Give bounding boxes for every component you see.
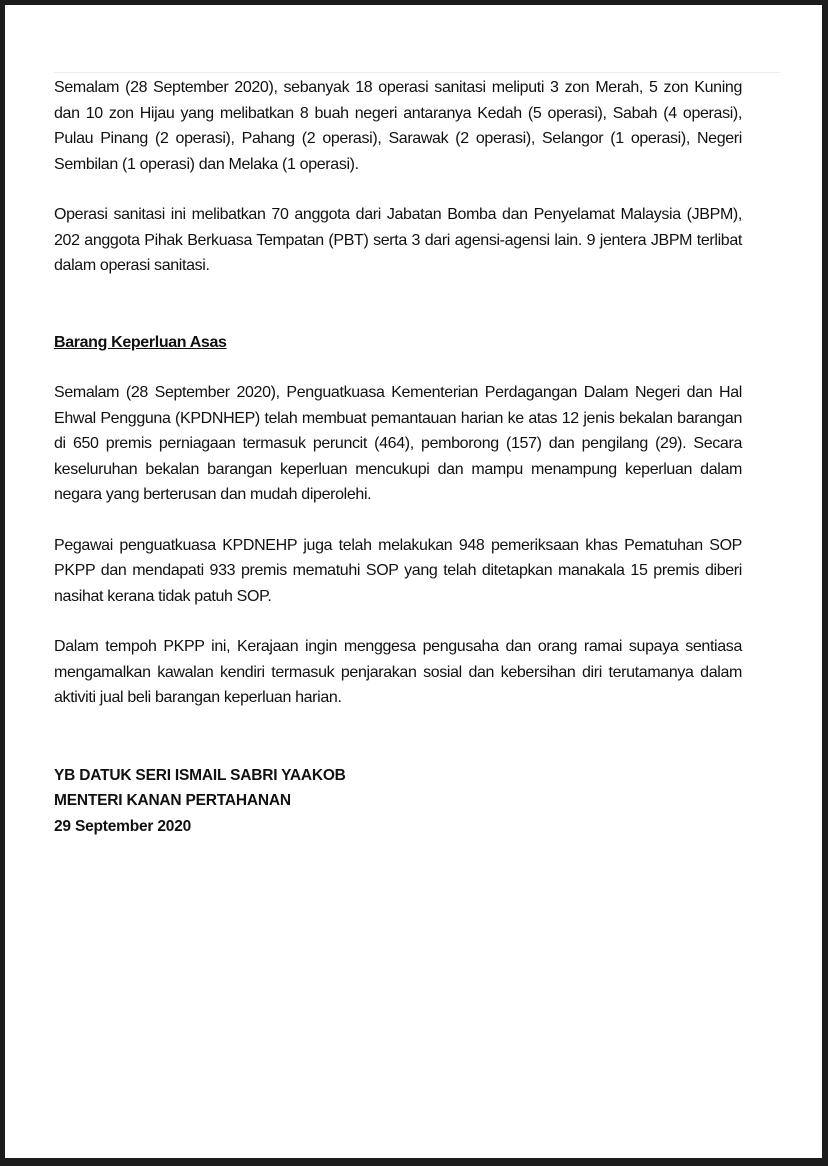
signature-block: [54, 763, 742, 840]
document-page: [5, 5, 822, 1158]
paragraph-supply-monitoring: Semalam (28 September 2020), Penguatkuasa Kementerian Perdagangan Dalam Negeri dan Hal Ehwal Pengguna (KPDNHEP) telah membuat pemantauan harian ke atas 12 jenis bekalan barangan di 650 premis perniagaan termasuk peruncit (464), pemborong (157) dan pengilang (29). Secara keseluruhan bekalan barangan keperluan mencukupi dan mampu menampung keperluan dalam negara yang berterusan dan mudah diperolehi.: [54, 384, 742, 503]
document-body: [54, 75, 742, 839]
section-heading: Barang Keperluan Asas: [54, 333, 227, 351]
paragraph-sanitation-personnel: Operasi sanitasi ini melibatkan 70 anggota dari Jabatan Bomba dan Penyelamat Malaysia (JBPM), 202 anggota Pihak Berkuasa Tempatan (PBT) serta 3 dari agensi-agensi lain. 9 jentera JBPM terlibat dalam operasi sanitasi.: [54, 206, 742, 274]
signatory-title: MENTERI KANAN PERTAHANAN: [54, 792, 291, 809]
paragraph-sop-inspection: Pegawai penguatkuasa KPDNEHP juga telah melakukan 948 pemeriksaan khas Pematuhan SOP PKPP dan mendapati 933 premis mematuhi SOP yang telah ditetapkan manakala 15 premis diberi nasihat kerana tidak patuh SOP.: [54, 536, 742, 605]
header-divider: [54, 72, 780, 73]
paragraph-public-advice: Dalam tempoh PKPP ini, Kerajaan ingin menggesa pengusaha dan orang ramai supaya sentiasa mengamalkan kawalan kendiri termasuk penjarakan sosial dan kebersihan diri terutamanya dalam aktiviti jual beli barangan keperluan harian.: [54, 638, 742, 706]
paragraph-sanitation-operations: Semalam (28 September 2020), sebanyak 18 operasi sanitasi meliputi 3 zon Merah, 5 zon Kuning dan 10 zon Hijau yang melibatkan 8 buah negeri antaranya Kedah (5 operasi), Sabah (4 operasi), Pulau Pinang (2 operasi), Pahang (2 operasi), Sarawak (2 operasi), Selangor (1 operasi), Negeri Sembilan (1 operasi) dan Melaka (1 operasi).: [54, 79, 742, 173]
signature-date: 29 September 2020: [54, 817, 192, 835]
signatory-name: YB DATUK SERI ISMAIL SABRI YAAKOB: [54, 766, 346, 784]
